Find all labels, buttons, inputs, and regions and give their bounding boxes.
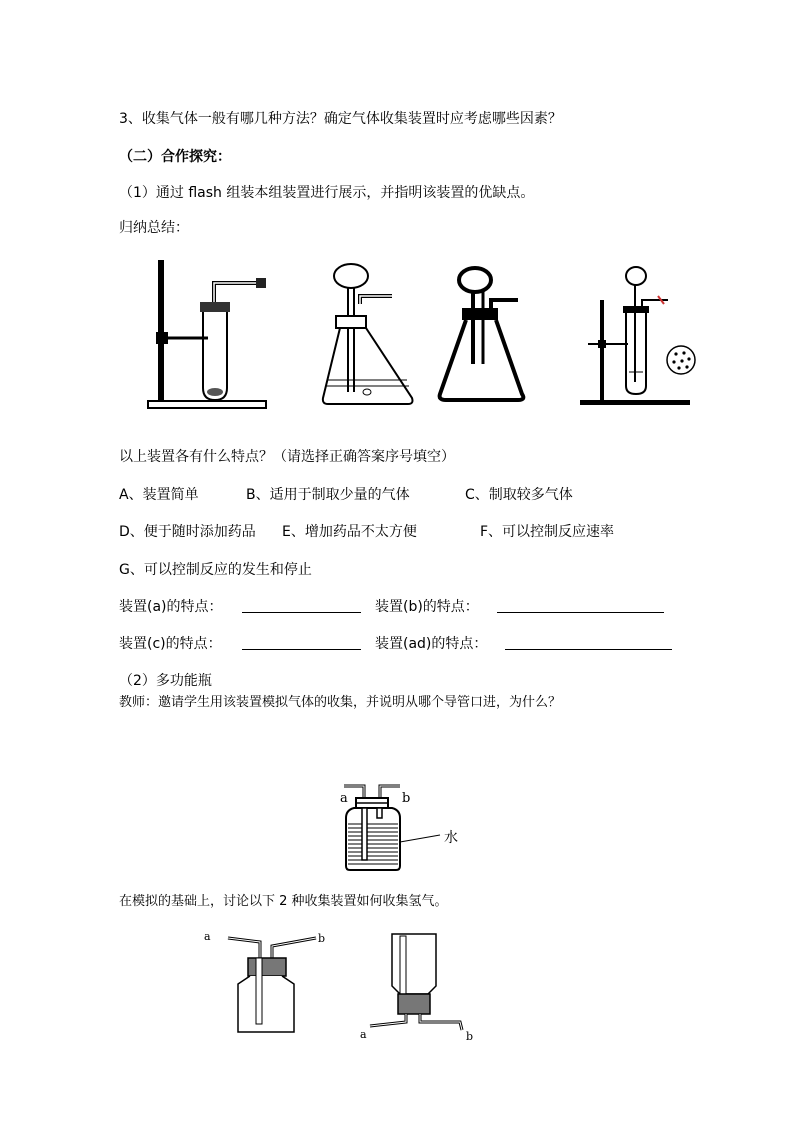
water-fig-label-water: 水 [444, 830, 458, 846]
fill-blank-a[interactable] [242, 598, 361, 613]
option-b: B、适用于制取少量的气体 [246, 487, 410, 503]
fill-row-1 [119, 598, 479, 616]
item-2: （2）多功能瓶 [119, 673, 212, 689]
summary-label: 归纳总结： [119, 220, 189, 236]
water-fig-label-a: a [340, 791, 348, 806]
water-bottle-figure [330, 780, 470, 875]
fill-label-ad: 装置(ad)的特点： [375, 636, 488, 652]
option-g: G、可以控制反应的发生和停止 [119, 562, 312, 578]
fill-blank-c[interactable] [242, 635, 361, 650]
right-bottle-label-a: a [360, 1028, 367, 1041]
fill-row-2 [119, 635, 488, 653]
options-row-1 [119, 486, 573, 504]
apparatus-figure-b [322, 262, 432, 410]
options-row-2 [119, 523, 615, 541]
option-a: A、装置简单 [119, 487, 199, 503]
fill-label-b: 装置(b)的特点： [375, 599, 479, 615]
item-1: （1）通过 flash 组装本组装置进行展示，并指明该装置的优缺点。 [119, 185, 535, 201]
left-bottle-label-b: b [318, 932, 326, 945]
apparatus-figure-d [580, 262, 695, 408]
fill-blank-ad[interactable] [505, 635, 672, 650]
apparatus-figure-a [148, 258, 278, 413]
options-row-3 [119, 561, 312, 579]
teacher-line: 教师：邀请学生用该装置模拟气体的收集，并说明从哪个导管口进，为什么？ [119, 695, 562, 710]
option-d: D、便于随时添加药品 [119, 524, 256, 540]
fill-label-a: 装置(a)的特点： [119, 599, 223, 615]
water-fig-label-b: b [402, 791, 411, 806]
inverted-bottle-figure [356, 930, 476, 1045]
features-question: 以上装置各有什么特点？（请选择正确答案序号填空） [119, 449, 455, 465]
fill-label-c: 装置(c)的特点： [119, 636, 222, 652]
option-c: C、制取较多气体 [465, 487, 573, 503]
section-title: （二）合作探究： [119, 149, 231, 165]
right-bottle-label-b: b [466, 1030, 474, 1043]
apparatus-figure-c [436, 264, 536, 404]
fill-blank-b[interactable] [497, 598, 664, 613]
upright-bottle-figure [200, 928, 330, 1040]
discuss-line: 在模拟的基础上，讨论以下 2 种收集装置如何收集氢气。 [119, 894, 448, 909]
option-e: E、增加药品不太方便 [282, 524, 417, 540]
option-f: F、可以控制反应速率 [480, 524, 615, 540]
left-bottle-label-a: a [204, 930, 211, 943]
question-3: 3、收集气体一般有哪几种方法？确定气体收集装置时应考虑哪些因素？ [119, 111, 562, 127]
